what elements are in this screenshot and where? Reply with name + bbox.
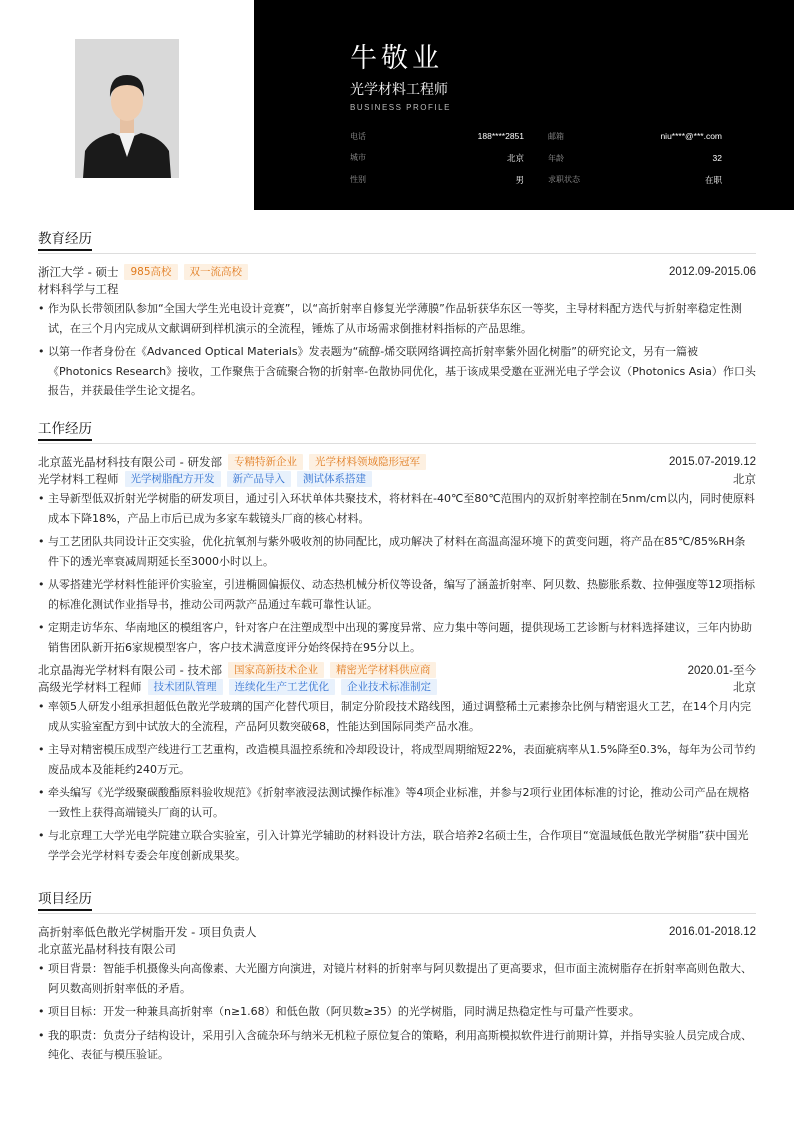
education-section <box>38 232 756 405</box>
info-value: 在职 <box>704 175 722 185</box>
profile-subtitle: BUSINESS PROFILE <box>350 103 451 112</box>
candidate-name: 牛敬业 <box>350 43 443 74</box>
project-name: 高折射率低色散光学树脂开发 - 项目负责人 <box>38 924 257 939</box>
education-entry-head <box>38 263 756 280</box>
school-name: 浙江大学 - 硕士 <box>38 264 119 279</box>
job-title: 光学材料工程师 <box>350 82 448 98</box>
info-value: 188****2851 <box>477 130 524 141</box>
job-entry <box>38 453 756 657</box>
section-title-text: 项目经历 <box>38 887 92 911</box>
project-date: 2016.01-2018.12 <box>669 925 756 938</box>
list-item: • 率领5人研发小组承担超低色散光学玻璃的国产化替代项目，制定分阶段技术路线图，通过调整稀土元素掺杂比例与精密退火工艺，在14个月内完成从实验室配方到中试放大的全流程，产品阿贝数突破68，性能达到国际同类产品水准。 <box>38 697 756 736</box>
project-bullets <box>38 959 756 1065</box>
job-date: 2020.01-至今 <box>687 664 756 677</box>
job-entry <box>38 661 756 865</box>
company-name: 北京晶海光学材料有限公司 - 技术部 <box>38 662 222 677</box>
info-label: 年龄 <box>548 153 564 163</box>
section-title <box>38 232 756 254</box>
list-item: • 与工艺团队共同设计正交实验，优化抗氧剂与紫外吸收剂的协同配比，成功解决了材料在高温高湿环境下的黄变问题，将产品在85℃/85%RH条件下的透光率衰减周期延长至3000小时以上。 <box>38 532 756 571</box>
role-tag: 企业技术标准制定 <box>341 679 437 695</box>
list-item: • 我的职责：负责分子结构设计，采用引入含硫杂环与纳米无机粒子原位复合的策略，利用高斯模拟软件进行前期计算，并指导实验人员完成合成、纯化、表征与模压验证。 <box>38 1026 756 1065</box>
role-name: 高级光学材料工程师 <box>38 679 142 694</box>
profile-photo <box>75 39 179 178</box>
role-tag: 技术团队管理 <box>148 679 223 695</box>
section-title <box>38 892 756 914</box>
education-major-row <box>38 280 756 297</box>
info-label: 电话 <box>350 131 366 141</box>
major: 材料科学与工程 <box>38 281 119 296</box>
list-item: • 定期走访华东、华南地区的模组客户，针对客户在注塑成型中出现的雾度异常、应力集中等问题，提供现场工艺诊断与材料选择建议，三年内协助销售团队新开拓6家规模型客户，客户技术满意度评分始终保持在95分以上。 <box>38 618 756 657</box>
info-label: 城市 <box>350 153 366 162</box>
project-org: 北京蓝光晶材科技有限公司 <box>38 941 176 956</box>
job-head <box>38 453 756 470</box>
info-value: 32 <box>712 152 722 163</box>
role-row <box>38 678 756 695</box>
list-item: • 从零搭建光学材料性能评价实验室，引进椭圆偏振仪、动态热机械分析仪等设备，编写了涵盖折射率、阿贝数、热膨胀系数、拉伸强度等12项指标的标准化测试作业指导书，推动公司两款产品通过车载可靠性认证。 <box>38 575 756 614</box>
list-item: • 项目背景：智能手机摄像头向高像素、大光圈方向演进，对镜片材料的折射率与阿贝数提出了更高要求，但市面主流树脂存在折射率高则色散大、阿贝数高则折射率低的矛盾。 <box>38 959 756 998</box>
project-section <box>38 892 756 1069</box>
resume-header <box>0 0 794 210</box>
info-row <box>350 125 722 147</box>
role-tag: 测试体系搭建 <box>297 471 372 487</box>
role-row <box>38 470 756 487</box>
info-row <box>350 147 722 169</box>
contact-info <box>350 125 722 191</box>
info-label: 性别 <box>350 175 366 184</box>
project-head <box>38 923 756 940</box>
section-title-text: 教育经历 <box>38 227 92 251</box>
list-item: • 主导对精密模压成型产线进行工艺重构，改造模具温控系统和冷却段设计，将成型周期缩短22%，表面疵病率从1.5%降至0.3%，每年为公司节约废品成本及能耗约240万元。 <box>38 740 756 779</box>
project-org-row <box>38 940 756 957</box>
list-item: • 作为队长带领团队参加“全国大学生光电设计竞赛”，以“高折射率自修复光学薄膜”作品斩获华东区一等奖，主导材料配方迭代与折射率稳定性测试，在三个月内完成从文献调研到样机演示的全流程，锤炼了从市场需求倒推材料指标的产品思维。 <box>38 299 756 338</box>
role-tag: 连续化生产工艺优化 <box>229 679 336 695</box>
school-tag: 985高校 <box>124 264 177 280</box>
role-tag: 新产品导入 <box>227 471 292 487</box>
info-email <box>536 131 722 142</box>
info-value: 北京 <box>506 153 524 163</box>
info-gender <box>350 174 536 186</box>
education-bullets <box>38 299 756 401</box>
info-value: niu****@***.com <box>660 130 722 141</box>
info-status <box>536 174 722 186</box>
job-bullets <box>38 489 756 657</box>
list-item: • 项目目标：开发一种兼具高折射率（n≥1.68）和低色散（阿贝数≥35）的光学树脂，同时满足热稳定性与可量产性要求。 <box>38 1002 756 1022</box>
header-banner <box>254 0 794 210</box>
company-tag: 国家高新技术企业 <box>228 662 324 678</box>
info-value: 男 <box>515 175 524 185</box>
job-bullets <box>38 697 756 865</box>
list-item: • 主导新型低双折射光学树脂的研发项目，通过引入环状单体共聚技术，将材料在-40℃至80℃范围内的双折射率控制在5nm/cm以内，同时使原料成本下降18%，产品上市后已成为多家车载镜头厂商的核心材料。 <box>38 489 756 528</box>
list-item: • 牵头编写《光学级聚碳酸酯原料验收规范》《折射率液浸法测试操作标准》等4项企业标准，并参与2项行业团体标准的讨论，推动公司产品在规格一致性上获得高端镜头厂商的认可。 <box>38 783 756 822</box>
job-head <box>38 661 756 678</box>
company-tag: 精密光学材料供应商 <box>330 662 437 678</box>
work-section <box>38 422 756 869</box>
info-city <box>350 152 536 164</box>
job-date: 2015.07-2019.12 <box>669 455 756 468</box>
job-city: 北京 <box>733 473 756 486</box>
info-label: 邮箱 <box>548 131 564 141</box>
section-title-text: 工作经历 <box>38 417 92 441</box>
company-name: 北京蓝光晶材科技有限公司 - 研发部 <box>38 454 222 469</box>
education-date: 2012.09-2015.06 <box>669 265 756 278</box>
list-item: • 与北京理工大学光电学院建立联合实验室，引入计算光学辅助的材料设计方法，联合培养2名硕士生，合作项目“宽温域低色散光学树脂”获中国光学学会光学材料专委会年度创新成果奖。 <box>38 826 756 865</box>
role-tag: 光学树脂配方开发 <box>125 471 221 487</box>
company-tag: 专精特新企业 <box>228 454 303 470</box>
role-name: 光学材料工程师 <box>38 471 119 486</box>
job-city: 北京 <box>733 681 756 694</box>
portrait-image <box>75 39 179 178</box>
school-tag: 双一流高校 <box>184 264 249 280</box>
section-title <box>38 422 756 444</box>
info-row <box>350 169 722 191</box>
info-label: 求职状态 <box>548 175 580 184</box>
company-tag: 光学材料领域隐形冠军 <box>309 454 426 470</box>
list-item: • 以第一作者身份在《Advanced Optical Materials》发表题为“硫醇-烯交联网络调控高折射率紫外固化树脂”的研究论文，另有一篇被《Photonics Research》接收，工作聚焦于含硫聚合物的折射率-色散协同优化，基于该成果受邀在亚洲光电子学会议（Photonics Asia）作口头报告，并获最佳学生论文提名。 <box>38 342 756 401</box>
info-age <box>536 153 722 164</box>
info-phone <box>350 131 536 142</box>
